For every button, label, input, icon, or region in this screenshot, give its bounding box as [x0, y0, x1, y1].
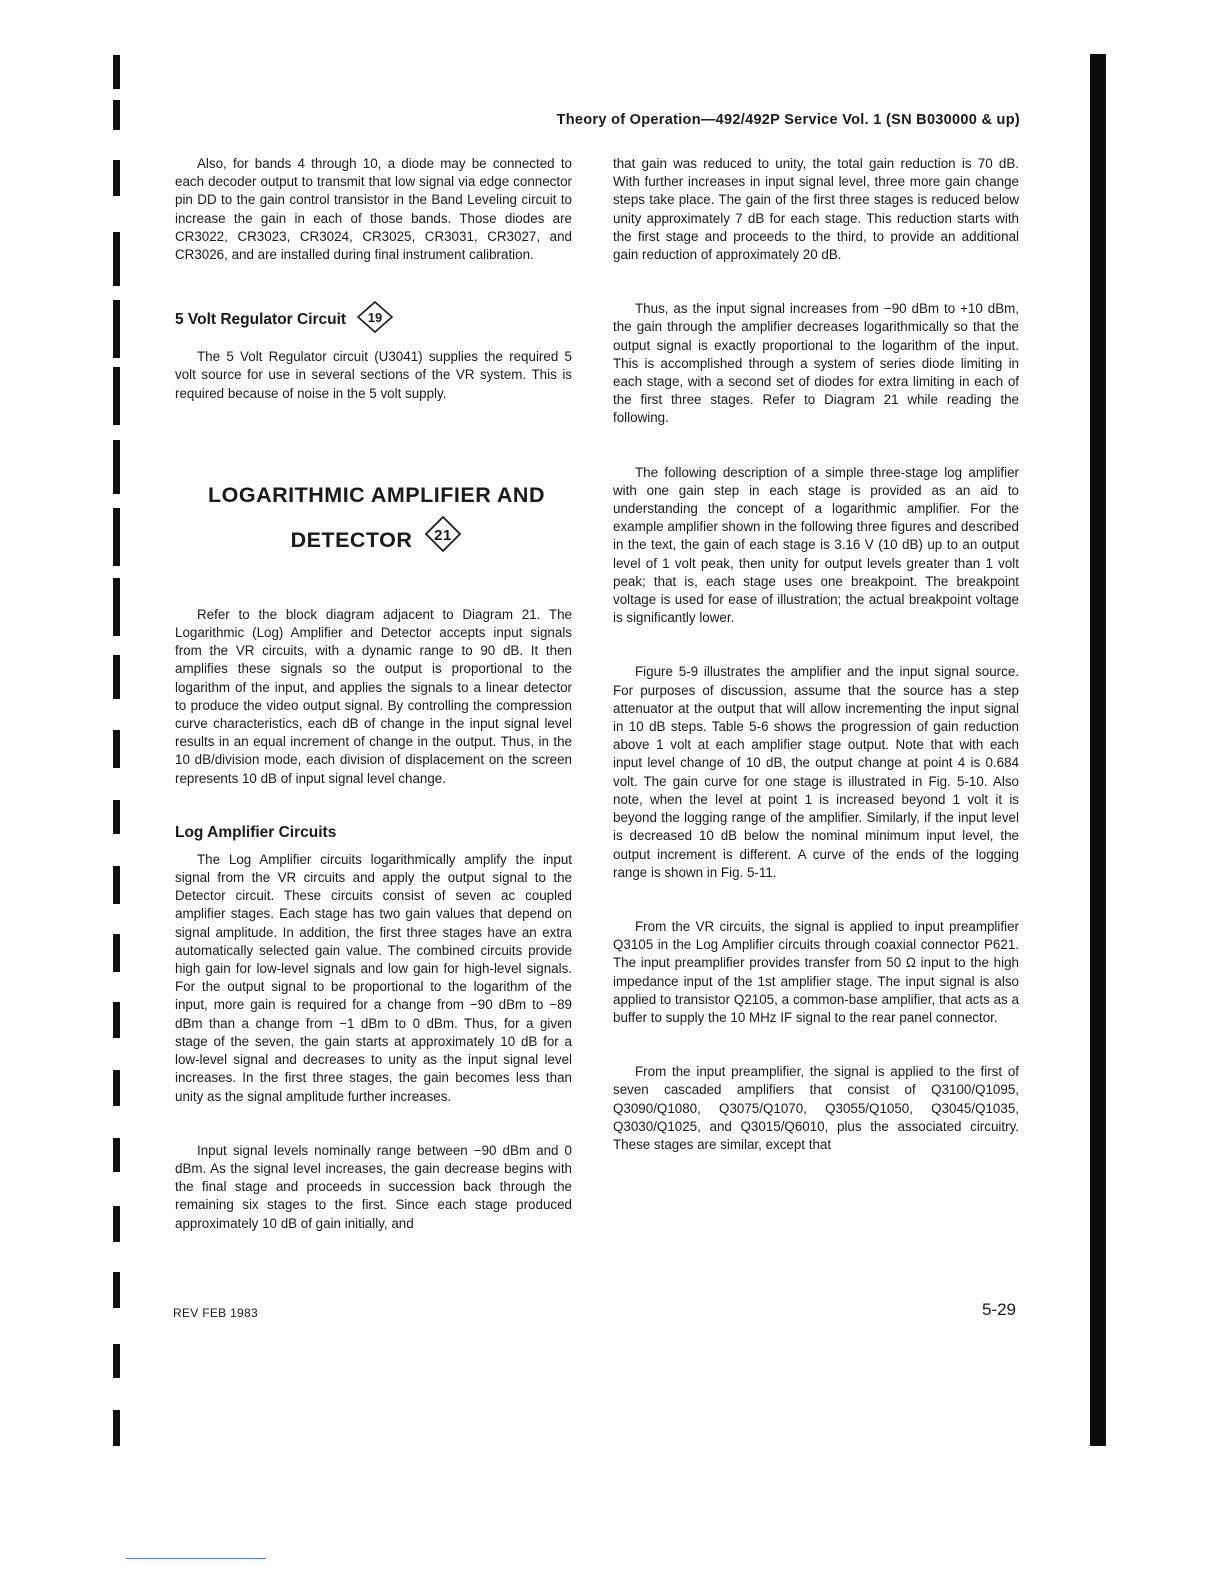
log-amp-paragraph: The Log Amplifier circuits logarithmically amplify the input signal from the VR circuits and apply the output signal to the Detector circuit. These circuits consist of seven ac coupled amplifier stages. Each stage has two gain values that depend on signal amplitude. In addition, the first three stages have an extra automatically selected gain value. The combined circuits provide high gain for low-level signals and low gain for high-level signals. For the output signal to be proportional to the logarithm of the input, more gain is required for a change from −90 dBm to −89 dBm than a change from −1 dBm to 0 dBm. Thus, for a given stage of the seven, the gain starts at approximately 10 dB for a low-level signal and decreases to unity as the input signal level increases. In the first three stages, the gain becomes less than unity as the signal amplitude further increases.	[175, 851, 572, 1104]
thus-paragraph: Thus, as the input signal increases from −90 dBm to +10 dBm, the gain through the amplifier decreases logarithmically so that the output signal is exactly proportional to the logarithm of the input. This is accomplished through a system of series diode limiting in each stage, with a second set of diodes for extra limiting in each of the first three stages. Refer to Diagram 21 while reading the following.	[613, 301, 1019, 426]
revision-date: REV FEB 1983	[173, 1306, 258, 1320]
right-column	[613, 155, 1019, 1154]
section-title-line2: DETECTOR	[290, 528, 413, 553]
figure-paragraph: Figure 5-9 illustrates the amplifier and the input signal source. For purposes of discussion, assume that the source has a step attenuator at the output that will allow incrementing the input signal in 10 dB steps. Table 5-6 shows the progression of gain reduction above 1 volt at each amplifier stage output. Note that with each input level change of 10 dB, the output change at point 4 is 0.684 volt. The gain curve for one stage is illustrated in Fig. 5-10. Also note, when the level at point 1 is increased beyond 1 volt it is beyond the logging range of the amplifier. Similarly, if the input level is decreased 10 dB below the nominal minimum input level, the output increment is different. A curve of the ends of the logging range is shown in Fig. 5-11.	[613, 664, 1019, 880]
scan-edge-bar	[1090, 54, 1106, 1446]
section-title-line1: LOGARITHMIC AMPLIFIER AND	[208, 482, 545, 507]
vr-paragraph: From the VR circuits, the signal is applied to input preamplifier Q3105 in the Log Amplifier circuits through coaxial connector P621. The input preamplifier provides transfer from 50 Ω input to the high impedance input of the 1st amplifier stage. The input signal is also applied to transistor Q2105, a common-base amplifier, that acts as a buffer to supply the 10 MHz IF signal to the rear panel connector.	[613, 918, 1019, 1025]
section-diagram-diamond-icon	[424, 515, 462, 566]
scan-artifact-line	[126, 1558, 266, 1559]
page-header: Theory of Operation—492/492P Service Vol. 1 (SN B030000 & up)	[556, 112, 1020, 128]
log-amp-heading: Log Amplifier Circuits	[175, 823, 337, 841]
preamp-paragraph: From the input preamplifier, the signal is applied to the first of seven cascaded amplifiers that consist of Q3100/Q1095, Q3090/Q1080, Q3075/Q1070, Q3055/Q1050, Q3045/Q1035, Q3030/Q1025, and Q3015/Q6010, plus the associated circuitry. These stages are similar, except that	[613, 1064, 1019, 1152]
regulator-heading-text: 5 Volt Regulator Circuit	[175, 310, 347, 328]
input-levels-paragraph: Input signal levels nominally range between −90 dBm and 0 dBm. As the signal level increases, the gain decrease begins with the final stage and proceeds in succession back through the remaining six stages to the first. Since each stage produced approximately 10 dB of gain initially, and	[175, 1142, 572, 1231]
continued-paragraph: that gain was reduced to unity, the total gain reduction is 70 dB. With further increases in input signal level, three more gain change steps take place. The gain of the first three stages is reduced below unity approximately 7 dB for each stage. This reduction starts with the first stage and proceeds to the third, to provide an additional gain reduction of approximately 20 dB.	[613, 156, 1019, 263]
regulator-paragraph: The 5 Volt Regulator circuit (U3041) supplies the required 5 volt source for use in several sections of the VR system. This is required because of noise in the 5 volt supply.	[175, 349, 572, 401]
diagram-ref-diamond-icon	[356, 300, 394, 339]
page-number: 5-29	[981, 1300, 1016, 1319]
section-diagram-ref: 21	[434, 526, 453, 544]
intro-paragraph: Also, for bands 4 through 10, a diode may be connected to each decoder output to transmit that low signal via edge connector pin DD to the gain control transistor in the Band Leveling circuit to increase the gain in each of those bands. Those diodes are CR3022, CR3023, CR3024, CR3025, CR3031, CR3027, and CR3026, and are installed during final instrument calibration.	[175, 156, 572, 263]
section-paragraph: Refer to the block diagram adjacent to Diagram 21. The Logarithmic (Log) Amplifier and Detector accepts input signals from the VR circuits, with a dynamic range to 90 dB. It then amplifies these signals so the output is proportional to the logarithm of the input, and applies the signals to a linear detector to produce the video output signal. By controlling the compression curve characteristics, each dB of change in the input signal level results in an equal increment of change in the output. Thus, in the 10 dB/division mode, each division of displacement on the screen represents 10 dB of input signal level change.	[175, 606, 572, 786]
description-paragraph: The following description of a simple three-stage log amplifier with one gain step in each stage is provided as an aid to understanding the concept of a logarithmic amplifier. For the example amplifier shown in the following three figures and described in the text, the gain of each stage is 3.16 V (10 dB) up to an output level of 1 volt peak, then unity for output levels greater than 1 volt peak; that is, each stage uses one breakpoint. The breakpoint voltage is used for ease of illustration; the actual breakpoint voltage is significantly lower.	[613, 464, 1019, 626]
regulator-heading	[175, 300, 572, 339]
section-title	[181, 475, 572, 566]
left-column	[175, 155, 572, 1233]
regulator-diagram-ref: 19	[367, 310, 383, 326]
